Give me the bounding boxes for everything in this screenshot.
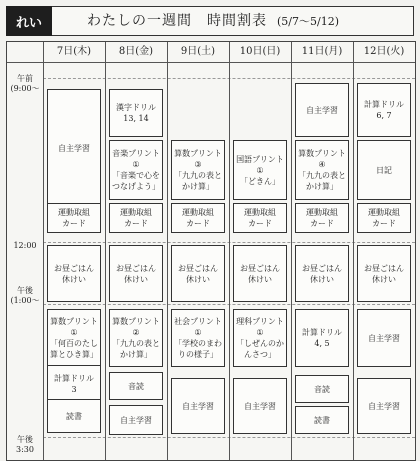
- schedule-cell: 算数プリント ③ 「九九の表と かけ算」: [171, 140, 225, 200]
- schedule-cell: お昼ごはん 休けい: [295, 245, 349, 302]
- page-header: [6, 6, 414, 36]
- day-header: 11日(月): [301, 46, 343, 57]
- day-header: 8日(金): [118, 46, 154, 57]
- schedule-cell: 自主学習: [357, 378, 411, 434]
- schedule-cell: 運動取組 カード: [357, 203, 411, 233]
- schedule-cell: 運動取組 カード: [171, 203, 225, 233]
- column-divider: [167, 42, 168, 460]
- example-badge: れい: [6, 6, 52, 36]
- schedule-cell: 自主学習: [47, 89, 101, 207]
- schedule-cell: 音読: [295, 375, 349, 403]
- schedule-cell: 読書: [295, 406, 349, 434]
- schedule-cell: 音楽プリント ① 「音楽で心を つなげよう」: [109, 140, 163, 200]
- column-divider: [291, 42, 292, 460]
- column-divider: [353, 42, 354, 460]
- schedule-cell: 国語プリント ① 「どきん」: [233, 140, 287, 200]
- day-header: 10日(日): [239, 46, 281, 57]
- schedule-cell: 読書: [47, 399, 101, 433]
- schedule-cell: 自主学習: [357, 309, 411, 367]
- schedule-cell: お昼ごはん 休けい: [171, 245, 225, 302]
- column-divider: [105, 42, 106, 460]
- schedule-cell: 計算ドリル 6, 7: [357, 83, 411, 137]
- schedule-cell: 運動取組 カード: [233, 203, 287, 233]
- schedule-cell: 算数プリント ① 「何百のたし 算とひき算」: [47, 309, 101, 367]
- time-afternoon: 午後 (1:00〜: [10, 286, 40, 305]
- schedule-cell: 運動取組 カード: [109, 203, 163, 233]
- schedule-cell: お昼ごはん 休けい: [47, 245, 101, 302]
- day-header: 7日(木): [56, 46, 92, 57]
- schedule-cell: 音読: [109, 372, 163, 400]
- schedule-cell: 漢字ドリル 13, 14: [109, 89, 163, 137]
- schedule-cell: 自主学習: [171, 378, 225, 434]
- schedule-cell: 理科プリント ① 「しぜんのか んさつ」: [233, 309, 287, 367]
- schedule-cell: 算数プリント ② 「九九の表と かけ算」: [109, 309, 163, 367]
- schedule-cell: お昼ごはん 休けい: [357, 245, 411, 302]
- schedule-cell: 社会プリント ① 「学校のまわ りの様子」: [171, 309, 225, 367]
- schedule-cell: 計算ドリル 3: [47, 365, 101, 403]
- schedule-cell: お昼ごはん 休けい: [109, 245, 163, 302]
- schedule-cell: お昼ごはん 休けい: [233, 245, 287, 302]
- time-start: 午前 (9:00〜: [10, 74, 40, 93]
- column-divider: [43, 42, 44, 460]
- schedule-cell: 運動取組 カード: [295, 203, 349, 233]
- day-header: 12日(火): [363, 46, 405, 57]
- schedule-cell: 日記: [357, 140, 411, 200]
- date-range: (5/7〜5/12): [277, 15, 339, 28]
- timetable-grid: [6, 41, 416, 461]
- time-noon: 12:00: [13, 241, 37, 250]
- time-end: 午後 3:30: [16, 435, 34, 454]
- page-title: [87, 7, 339, 35]
- schedule-cell: 自主学習: [295, 83, 349, 137]
- schedule-cell: 算数プリント ④ 「九九の表と かけ算」: [295, 140, 349, 200]
- schedule-cell: 自主学習: [233, 378, 287, 434]
- schedule-cell: 運動取組 カード: [47, 203, 101, 233]
- day-header: 9日(土): [180, 46, 216, 57]
- schedule-cell: 自主学習: [109, 405, 163, 435]
- schedule-cell: 計算ドリル 4, 5: [295, 309, 349, 367]
- column-divider: [229, 42, 230, 460]
- title-text: わたしの一週間 時間割表: [87, 13, 267, 29]
